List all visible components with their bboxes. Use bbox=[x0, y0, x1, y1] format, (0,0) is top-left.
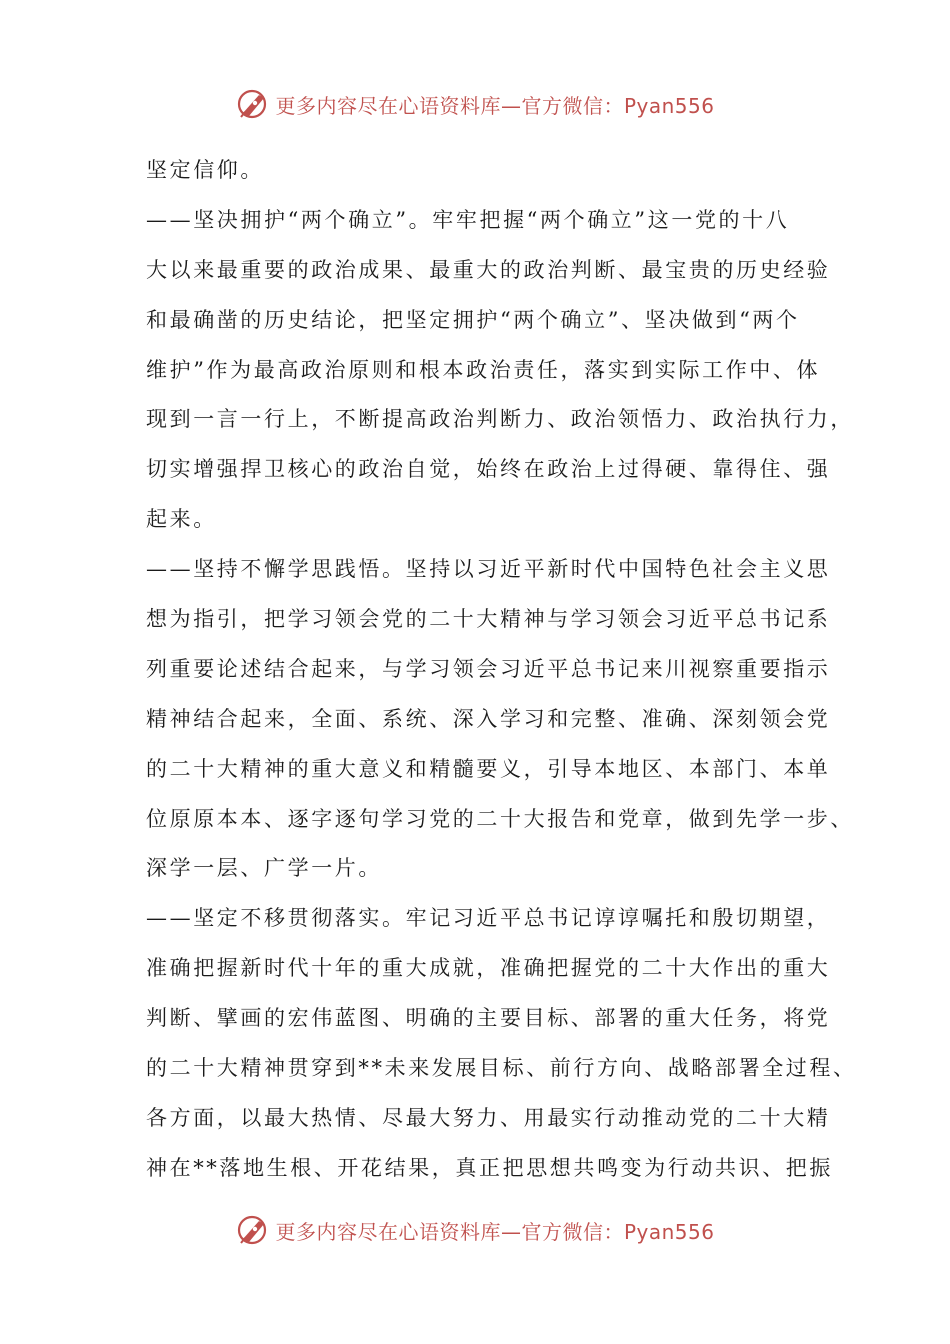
text-line: 列重要论述结合起来，与学习领会习近平总书记来川视察重要指示 bbox=[146, 656, 831, 681]
text-line: ——坚持不懈学思践悟。坚持以习近平新时代中国特色社会主义思 bbox=[146, 557, 831, 582]
text-line: 精神结合起来，全面、系统、深入学习和完整、准确、深刻领会党 bbox=[146, 706, 831, 731]
header-banner bbox=[0, 84, 950, 124]
pen-nib-logo-icon bbox=[235, 1212, 271, 1248]
footer-banner bbox=[0, 1210, 950, 1250]
text-line: 的二十大精神贯穿到**未来发展目标、前行方向、战略部署全过程、 bbox=[146, 1056, 857, 1081]
text-line: ——坚定不移贯彻落实。牢记习近平总书记谆谆嘱托和殷切期望， bbox=[146, 906, 831, 931]
text-line: 位原原本本、逐字逐句学习党的二十大报告和党章，做到先学一步、 bbox=[146, 806, 854, 831]
text-line: 各方面，以最大热情、尽最大努力、用最实行动推动党的二十大精 bbox=[146, 1105, 831, 1130]
document-body bbox=[146, 150, 857, 1198]
text-line: 起来。 bbox=[146, 507, 217, 532]
text-line: 神在**落地生根、开花结果，真正把思想共鸣变为行动共识、把振 bbox=[146, 1155, 833, 1180]
text-line: 和最确凿的历史结论，把坚定拥护“两个确立”、坚决做到“两个 bbox=[146, 307, 800, 332]
text-line: 坚定信仰。 bbox=[146, 158, 264, 182]
text-line: 判断、擘画的宏伟蓝图、明确的主要目标、部署的重大任务，将党 bbox=[146, 1006, 831, 1031]
text-line: 切实增强捍卫核心的政治自觉，始终在政治上过得硬、靠得住、强 bbox=[146, 457, 831, 482]
header-banner-text: 更多内容尽在心语资料库—官方微信：Pyan556 bbox=[275, 93, 715, 118]
text-line: 现到一言一行上，不断提高政治判断力、政治领悟力、政治执行力， bbox=[146, 407, 854, 432]
text-line: ——坚决拥护“两个确立”。牢牢把握“两个确立”这一党的十八 bbox=[146, 207, 790, 232]
text-line: 想为指引，把学习领会党的二十大精神与学习领会习近平总书记系 bbox=[146, 607, 831, 632]
text-line: 准确把握新时代十年的重大成就，准确把握党的二十大作出的重大 bbox=[146, 956, 831, 981]
text-line: 维护”作为最高政治原则和根本政治责任，落实到实际工作中、体 bbox=[146, 357, 821, 382]
text-line: 大以来最重要的政治成果、最重大的政治判断、最宝贵的历史经验 bbox=[146, 257, 831, 282]
text-line: 的二十大精神的重大意义和精髓要义，引导本地区、本部门、本单 bbox=[146, 756, 831, 781]
pen-nib-logo-icon bbox=[235, 86, 271, 122]
text-line: 深学一层、广学一片。 bbox=[146, 856, 382, 881]
footer-banner-text: 更多内容尽在心语资料库—官方微信：Pyan556 bbox=[275, 1219, 715, 1244]
